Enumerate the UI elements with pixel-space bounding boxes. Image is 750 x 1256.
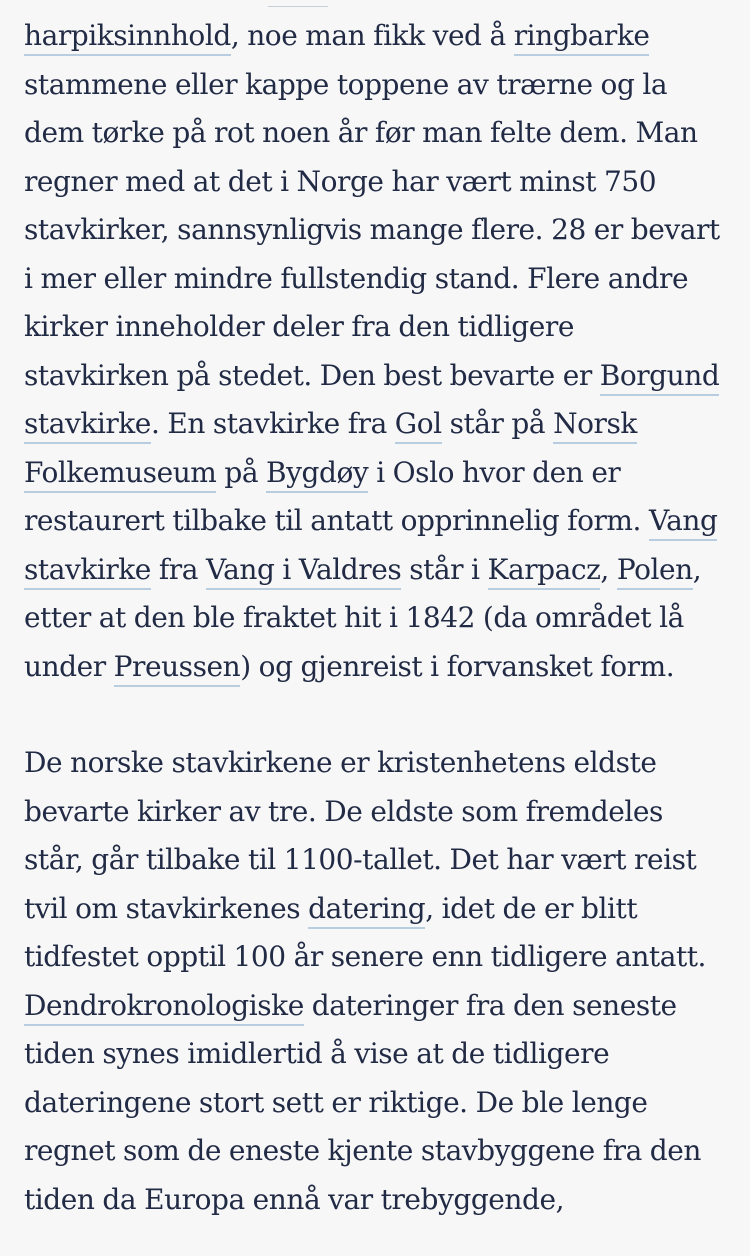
- article-link[interactable]: harpiksinnhold: [24, 19, 231, 56]
- article-link[interactable]: Gol: [395, 407, 442, 444]
- paragraph-text: står i: [401, 552, 488, 586]
- top-divider: [268, 0, 328, 7]
- article-body: [24, 12, 726, 1224]
- article-paragraph: [24, 12, 726, 691]
- article-link[interactable]: datering: [308, 892, 425, 929]
- paragraph-text: , noe man fikk ved å: [230, 19, 514, 52]
- paragraph-text: . En stavkirke fra: [150, 407, 395, 440]
- article-link[interactable]: Preussen: [114, 650, 241, 687]
- article-link[interactable]: Vang stavkirke: [24, 504, 717, 590]
- paragraph-text: står på: [441, 407, 554, 440]
- article-link[interactable]: Dendrokronologiske: [24, 989, 304, 1026]
- article-link[interactable]: ringbarke: [514, 19, 650, 56]
- article-link[interactable]: Norsk Folkemuseum: [24, 407, 637, 493]
- article-paragraph: [24, 739, 726, 1224]
- paragraph-text: dateringer fra den seneste tiden synes imidlertid å vise at de tidligere dateringene stort sett er riktige. De ble lenge regnet som de eneste kjente stavbyggene fra den tiden da Europa ennå var trebyggende,: [24, 988, 701, 1216]
- article-link[interactable]: Vang i Valdres: [206, 553, 401, 590]
- paragraph-text: fra: [150, 552, 206, 586]
- paragraph-text: , etter at den ble fraktet hit i 1842 (da området lå under: [24, 552, 702, 683]
- paragraph-text: ,: [600, 552, 617, 586]
- paragraph-text: i Oslo hvor den er restaurert tilbake til antatt opprinnelig form.: [24, 455, 649, 537]
- paragraph-text: stammene eller kappe toppene av trærne og la dem tørke på rot noen år før man felte dem. Man regner med at det i Norge har vært minst 750 stavkirker, sannsynligvis mange flere. 28 er bevart i mer eller mindre fullstendig stand. Flere andre kirker inneholder deler fra den tidligere stavkirken på stedet. Den best bevarte er: [24, 67, 720, 392]
- article-link[interactable]: Borgund stavkirke: [24, 359, 719, 445]
- paragraph-text: på: [216, 455, 267, 489]
- article-link[interactable]: Karpacz: [488, 553, 601, 590]
- paragraph-text: , idet de er blitt tidfestet opptil 100 år senere enn tidligere antatt.: [24, 891, 707, 973]
- paragraph-text: ) og gjenreist i forvansket form.: [240, 649, 675, 683]
- article-link[interactable]: Bygdøy: [266, 456, 368, 493]
- paragraph-text: De norske stavkirkene er kristenhetens eldste bevarte kirker av tre. De eldste som fremdeles står, går tilbake til 1100-tallet. Det har vært reist tvil om stavkirkenes: [24, 746, 697, 925]
- article-link[interactable]: Polen: [617, 553, 693, 590]
